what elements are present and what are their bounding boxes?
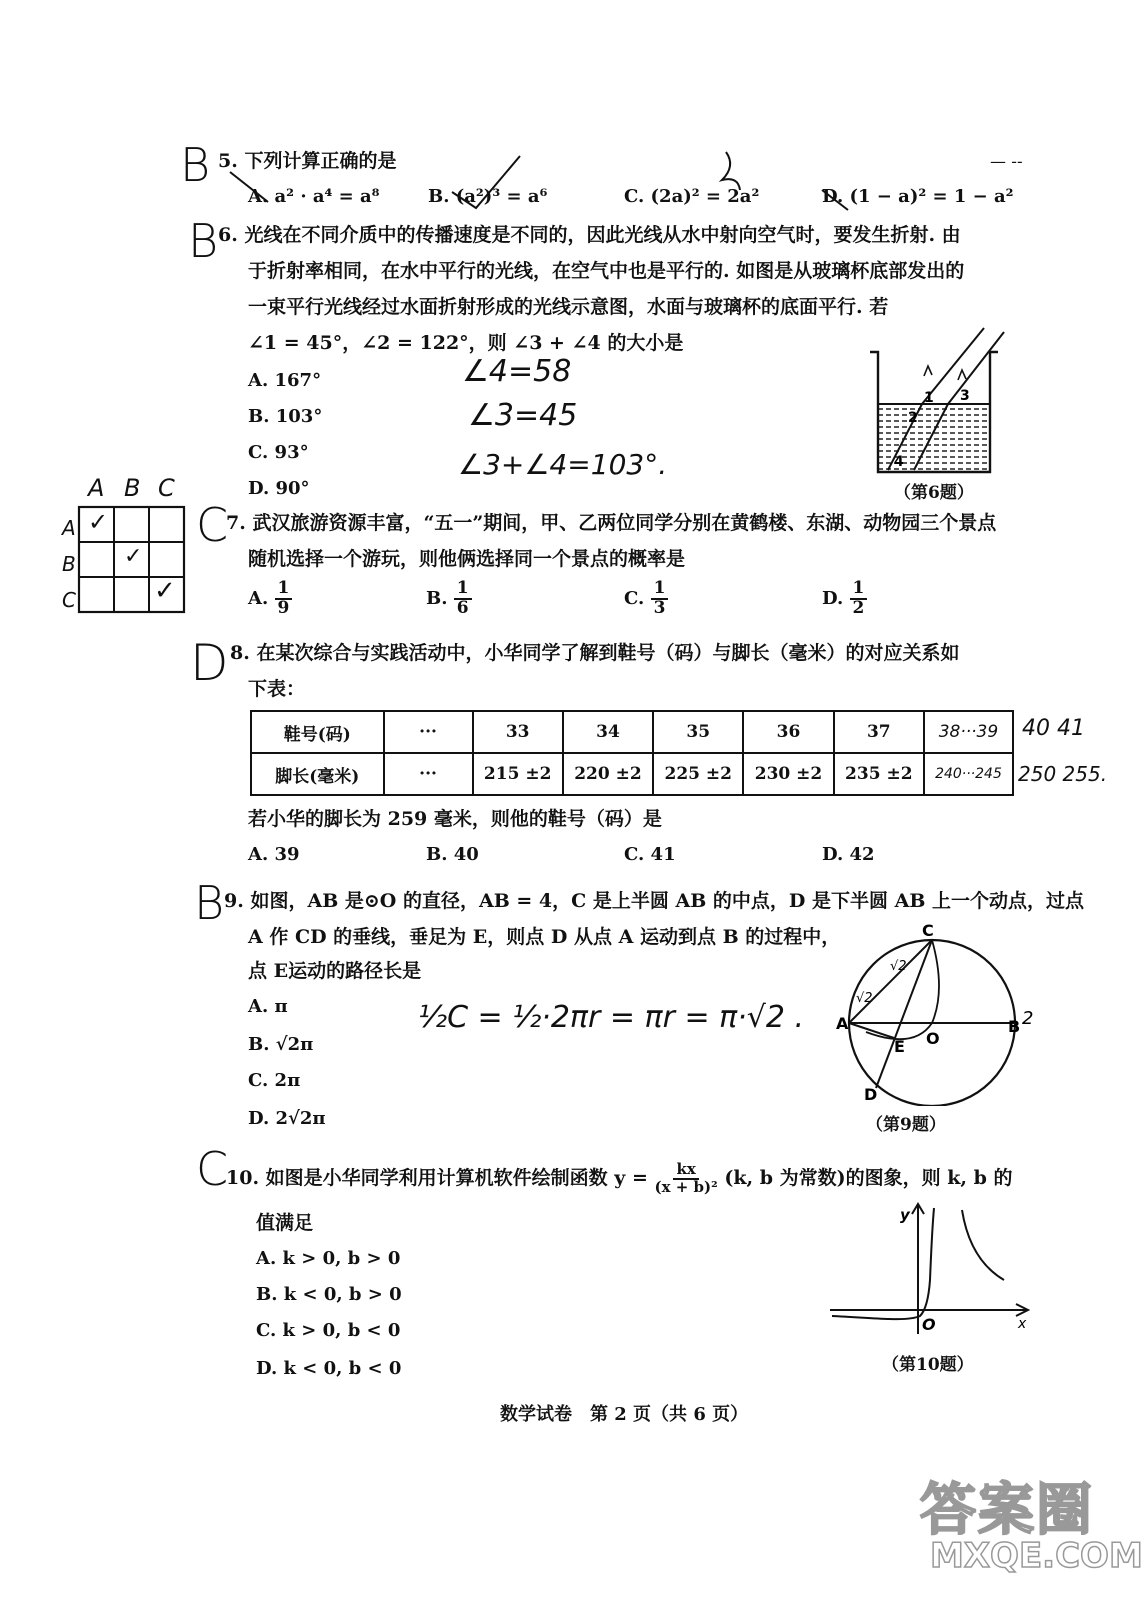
q5-option-a: A. a² · a⁴ = a⁸ — [248, 186, 380, 207]
q8-shoe-table — [250, 710, 1014, 796]
table-cell: 35 — [653, 711, 743, 753]
q7-grid-col-b: B — [124, 474, 141, 502]
q6-work-2: ∠3=45 — [468, 398, 578, 433]
table-cell: 230 ±2 — [743, 753, 833, 795]
q7-grid-row-b: B — [62, 552, 76, 576]
q7-option-d-den: 2 — [852, 597, 865, 618]
q5-option-c: C. (2a)² = 2a² — [624, 186, 760, 207]
q5-margin-mark: — -- — [990, 152, 1023, 171]
q10-axis-y: y — [900, 1206, 910, 1224]
q8-extra-row1: 40 41 — [1022, 716, 1085, 741]
q9-label-a: A — [836, 1014, 849, 1033]
q7-option-a-letter: A. — [248, 587, 269, 609]
q7-option-d-num: 1 — [850, 580, 868, 600]
q5-option-b: B. (a²)³ = a⁶ — [428, 186, 548, 207]
q7-answer-mark: C — [196, 498, 229, 552]
q10-option-b: B. k < 0, b > 0 — [256, 1284, 402, 1305]
q7-option-b-fraction — [454, 580, 472, 618]
table-cell: 36 — [743, 711, 833, 753]
q10-line-2: 值满足 — [256, 1212, 314, 1234]
q9-label-r2: √2 — [856, 991, 873, 1006]
table-cell: ··· — [384, 711, 473, 753]
q10-axis-x: x — [1018, 1316, 1027, 1332]
q7-grid-col-c: C — [158, 474, 175, 502]
q6-answer-mark: B — [188, 214, 219, 268]
table-cell: 235 ±2 — [834, 753, 924, 795]
q8-option-c: C. 41 — [624, 844, 676, 865]
q9-caption: （第9题） — [866, 1115, 946, 1135]
q6-fig-label-4: 4 — [894, 454, 904, 470]
q5-option-d: D. (1 − a)² = 1 − a² — [822, 186, 1014, 207]
q7-option-a-fraction — [275, 580, 293, 618]
q8-line-1: 8. 在某次综合与实践活动中，小华同学了解到鞋号（码）与脚长（毫米）的对应关系如 — [230, 642, 960, 664]
table-cell: 220 ±2 — [563, 753, 653, 795]
q6-option-c: C. 93° — [248, 442, 309, 463]
q10-option-a: A. k > 0, b > 0 — [256, 1248, 401, 1269]
q10-caption: （第10题） — [882, 1355, 974, 1375]
table-cell: 鞋号(码) — [251, 711, 384, 753]
q9-label-o: O — [926, 1029, 940, 1048]
q6-work-1: ∠4=58 — [462, 354, 572, 389]
q7-option-c-den: 3 — [653, 597, 666, 618]
q6-fig-label-3: 3 — [960, 388, 970, 404]
q8-answer-mark: D — [190, 634, 229, 692]
q5-answer-mark: B — [180, 138, 211, 192]
q7-option-a-den: 9 — [277, 597, 290, 618]
table-cell: 脚长(毫米) — [251, 753, 384, 795]
watermark-logo: 答案圈 — [920, 1478, 1094, 1543]
q10-option-c: C. k > 0, b < 0 — [256, 1320, 401, 1341]
table-row — [251, 711, 1013, 753]
q6-line-1: 6. 光线在不同介质中的传播速度是不同的，因此光线从水中射向空气时，要发生折射. 由 — [218, 224, 961, 246]
q10-answer-mark: C — [196, 1142, 229, 1196]
q9-figure — [836, 920, 1042, 1106]
q6-line-4: ∠1 = 45°，∠2 = 122°，则 ∠3 + ∠4 的大小是 — [248, 332, 684, 354]
q6-caption: （第6题） — [894, 483, 974, 503]
q5-stem: 5. 下列计算正确的是 — [218, 150, 397, 172]
q9-label-b: B — [1008, 1017, 1021, 1036]
q10-fraction — [655, 1162, 718, 1196]
q8-line-2: 下表： — [248, 678, 306, 700]
q10-origin: O — [922, 1315, 936, 1334]
q10-frac-den: (x + b)² — [654, 1177, 718, 1196]
q10-stem — [226, 1162, 1013, 1196]
table-row — [251, 753, 1013, 795]
table-cell: ··· — [384, 753, 473, 795]
q10-figure — [826, 1200, 1034, 1340]
q7-grid-row-c: C — [62, 588, 76, 612]
q6-fig-label-1: 1 — [924, 390, 934, 406]
q6-work-3: ∠3+∠4=103°. — [458, 448, 668, 481]
q6-option-b: B. 103° — [248, 406, 323, 427]
q7-option-a-num: 1 — [275, 580, 293, 600]
q9-option-a: A. π — [248, 996, 288, 1017]
q7-option-b-letter: B. — [426, 587, 448, 609]
q7-line-2: 随机选择一个游玩，则他俩选择同一个景点的概率是 — [248, 548, 686, 570]
q7-line-1: 7. 武汉旅游资源丰富，“五一”期间，甲、乙两位同学分别在黄鹤楼、东湖、动物园三个景点 — [226, 512, 997, 534]
q7-grid-check-bb: ✓ — [124, 544, 143, 569]
table-cell-handwritten: 38···39 — [924, 711, 1013, 753]
q7-grid-check-cc: ✓ — [154, 576, 176, 606]
q7-option-b-num: 1 — [454, 580, 472, 600]
q6-option-d: D. 90° — [248, 478, 310, 499]
q9-option-d: D. 2√2π — [248, 1108, 326, 1129]
q9-line-3: 点 E运动的路径长是 — [248, 960, 422, 982]
q9-label-d: D — [864, 1085, 878, 1104]
table-cell-handwritten: 240···245 — [924, 753, 1013, 795]
q9-label-side: 2 — [1022, 1008, 1034, 1029]
q9-option-b: B. √2π — [248, 1034, 314, 1055]
q7-grid-row-a: A — [62, 516, 76, 540]
q8-extra-row2: 250 255. — [1018, 762, 1108, 786]
q7-option-b-den: 6 — [456, 597, 469, 618]
q9-answer-mark: B — [194, 876, 225, 930]
q7-option-c — [624, 580, 668, 618]
q10-stem-post: (k, b 为常数)的图象，则 k, b 的 — [724, 1166, 1013, 1189]
table-cell: 215 ±2 — [473, 753, 563, 795]
q7-grid-col-a: A — [88, 474, 105, 502]
q7-option-c-letter: C. — [624, 587, 645, 609]
q9-line-2: A 作 CD 的垂线，垂足为 E，则点 D 从点 A 运动到点 B 的过程中， — [248, 926, 841, 948]
table-cell: 34 — [563, 711, 653, 753]
q7-option-b — [426, 580, 472, 618]
q9-label-e: E — [894, 1037, 905, 1056]
q6-figure — [862, 322, 1022, 478]
q6-line-3: 一束平行光线经过水面折射形成的光线示意图，水面与玻璃杯的底面平行. 若 — [248, 296, 889, 318]
table-cell: 37 — [834, 711, 924, 753]
q7-option-d — [822, 580, 867, 618]
q5-strike-marks — [220, 150, 1040, 220]
q9-line-1: 9. 如图，AB 是⊙O 的直径，AB = 4，C 是上半圆 AB 的中点，D 是下半圆 AB 上一个动点，过点 — [224, 890, 1085, 912]
q9-label-c: C — [922, 921, 934, 940]
q9-option-c: C. 2π — [248, 1070, 301, 1091]
q8-question: 若小华的脚长为 259 毫米，则他的鞋号（码）是 — [248, 808, 662, 830]
q10-stem-pre: 10. 如图是小华同学利用计算机软件绘制函数 y = — [226, 1166, 648, 1189]
q7-option-d-letter: D. — [822, 587, 844, 609]
q7-option-d-fraction — [850, 580, 868, 618]
q6-option-a: A. 167° — [248, 370, 322, 391]
q6-fig-label-2: 2 — [908, 410, 918, 426]
q8-option-d: D. 42 — [822, 844, 875, 865]
q7-option-c-num: 1 — [651, 580, 669, 600]
q8-option-a: A. 39 — [248, 844, 300, 865]
q7-option-c-fraction — [651, 580, 669, 618]
q7-grid-check-aa: ✓ — [88, 508, 109, 536]
q9-label-r1: √2 — [890, 959, 907, 974]
q9-work: ½C = ½·2πr = πr = π·√2 . — [418, 1000, 805, 1035]
table-cell: 225 ±2 — [653, 753, 743, 795]
watermark-url: MXQE.COM — [930, 1536, 1143, 1576]
page-footer: 数学试卷 第 2 页（共 6 页） — [500, 1404, 749, 1425]
q10-option-d: D. k < 0, b < 0 — [256, 1358, 402, 1379]
q6-line-2: 于折射率相同，在水中平行的光线，在空气中也是平行的. 如图是从玻璃杯底部发出的 — [248, 260, 965, 282]
table-cell: 33 — [473, 711, 563, 753]
q8-option-b: B. 40 — [426, 844, 479, 865]
q10-frac-num: kx — [673, 1162, 698, 1180]
q7-option-a — [248, 580, 292, 618]
